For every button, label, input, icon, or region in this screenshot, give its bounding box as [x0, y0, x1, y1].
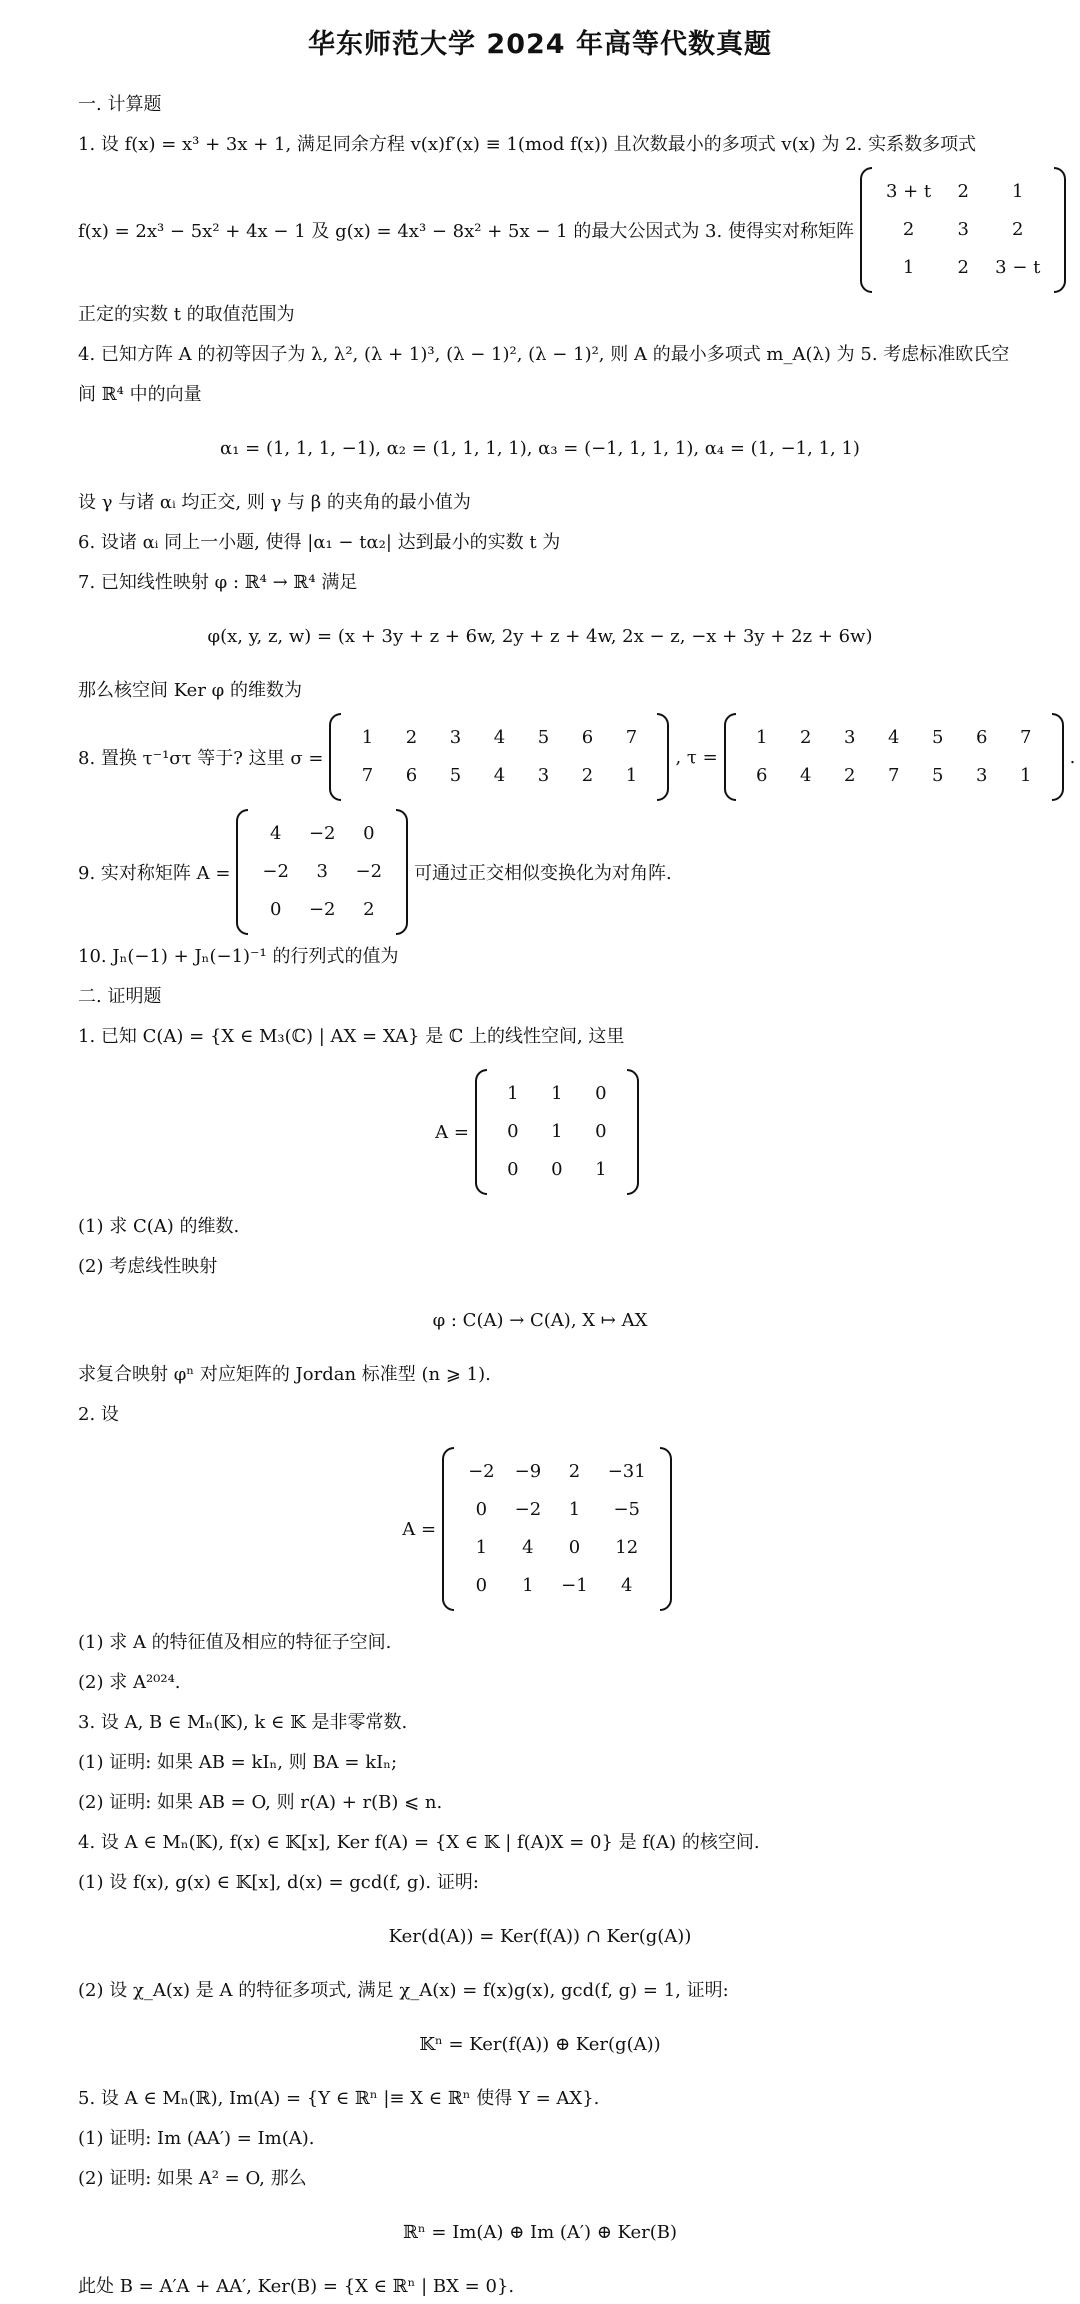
matrix-cell: 1: [625, 765, 638, 786]
question-9-suffix: 可通过正交相似变换化为对角阵.: [414, 863, 672, 884]
matrix-cell: 0: [507, 1121, 519, 1142]
matrix-cell: 5: [449, 765, 462, 786]
matrix-cell: 1: [568, 1499, 581, 1520]
matrix-p1-table: [491, 1075, 623, 1189]
matrix-cell: −2: [262, 861, 289, 882]
proof-3-part-2: (2) 证明: 如果 AB = O, 则 r(A) + r(B) ⩽ n.: [78, 1792, 443, 1813]
equation-proof-5-direct-sum: ℝⁿ = Im(A) ⊕ Im (A′) ⊕ Ker(B): [402, 2222, 678, 2243]
question-3-tail: 正定的实数 t 的取值范围为: [78, 304, 295, 325]
matrix-cell: 1: [361, 727, 374, 748]
question-2-text: f(x) = 2x³ − 5x² + 4x − 1 及 g(x) = 4x³ − 8x² + 5x − 1 的最大公因式为 3. 使得实对称矩阵: [78, 221, 854, 242]
left-paren: [724, 713, 736, 801]
matrix-sigma-table: [345, 719, 653, 795]
matrix-cell: 2: [405, 727, 418, 748]
matrix-cell: 0: [568, 1537, 581, 1558]
matrix-cell: 1: [522, 1575, 534, 1596]
matrix-cell: 5: [931, 727, 944, 748]
matrix-cell: 4: [799, 765, 812, 786]
matrix-cell: −2: [308, 823, 336, 844]
question-9-prefix: 9. 实对称矩阵 A =: [78, 863, 231, 884]
proof-4-part-1: (1) 设 f(x), g(x) ∈ 𝕂[x], d(x) = gcd(f, g). 证明:: [78, 1872, 479, 1893]
proof-1-part-1: (1) 求 C(A) 的维数.: [78, 1216, 240, 1237]
question-6-text: 6. 设诸 αᵢ 同上一小题, 使得 |α₁ − tα₂| 达到最小的实数 t 为: [78, 532, 561, 553]
proof-4-part-2: (2) 设 χ_A(x) 是 A 的特征多项式, 满足 χ_A(x) = f(x)g(x), gcd(f, g) = 1, 证明:: [78, 1980, 729, 2001]
section-heading-computation: 一. 计算题: [78, 94, 162, 115]
matrix-cell: 1: [595, 1159, 607, 1180]
matrix-p1: [475, 1069, 639, 1195]
question-9-row: [78, 809, 1002, 935]
left-paren: [860, 167, 872, 293]
matrix-cell: −2: [308, 899, 336, 920]
equation-linear-map: φ(x, y, z, w) = (x + 3y + z + 6w, 2y + z + 4w, 2x − z, −x + 3y + 2z + 6w): [207, 626, 873, 647]
matrix-cell: 1: [551, 1083, 563, 1104]
matrix-cell: 2: [581, 765, 594, 786]
matrix-cell: 7: [361, 765, 374, 786]
matrix-cell: −2: [355, 861, 383, 882]
equation-alpha-vectors: α₁ = (1, 1, 1, −1), α₂ = (1, 1, 1, 1), α₃ = (−1, 1, 1, 1), α₄ = (1, −1, 1, 1): [220, 438, 860, 459]
question-5-tail: 设 γ 与诸 αᵢ 均正交, 则 γ 与 β 的夹角的最小值为: [78, 492, 471, 513]
matrix-cell: 3: [316, 861, 328, 882]
matrix-cell: 1: [1019, 765, 1032, 786]
matrix-cell: −2: [468, 1461, 495, 1482]
proof-1-part-2: (2) 考虑线性映射: [78, 1256, 218, 1277]
matrix-cell: −5: [613, 1499, 640, 1520]
matrix-cell: 2: [568, 1461, 581, 1482]
matrix-cell: 1: [1012, 181, 1024, 202]
matrix-cell: 0: [507, 1159, 519, 1180]
matrix-cell: 3: [537, 765, 550, 786]
proof-2-part-2: (2) 求 A²⁰²⁴.: [78, 1672, 181, 1693]
proof-2-part-1: (1) 求 A 的特征值及相应的特征子空间.: [78, 1632, 392, 1653]
matrix-cell: 7: [887, 765, 900, 786]
proof-2-matrix-label: A =: [402, 1518, 437, 1540]
matrix-cell: 3 − t: [995, 257, 1041, 278]
matrix-cell: 3: [957, 219, 969, 240]
question-8-mid: , τ =: [675, 746, 718, 768]
matrix-cell: 4: [620, 1575, 633, 1596]
proof-2-matrix-row: [78, 1447, 1002, 1611]
matrix-cell: 12: [615, 1537, 639, 1558]
right-paren: [396, 809, 408, 935]
proof-1-text: 1. 已知 C(A) = {X ∈ M₃(ℂ) | AX = XA} 是 ℂ 上的线性空间, 这里: [78, 1026, 625, 1047]
matrix-cell: 2: [902, 219, 915, 240]
matrix-cell: 6: [581, 727, 594, 748]
question-8-prefix: 8. 置换 τ⁻¹στ 等于? 这里 σ =: [78, 748, 324, 769]
right-paren: [1052, 713, 1064, 801]
matrix-cell: 4: [887, 727, 900, 748]
left-paren: [236, 809, 248, 935]
matrix-p2: [442, 1447, 672, 1611]
matrix-cell: 3: [975, 765, 988, 786]
matrix-q3-table: [876, 173, 1050, 287]
proof-3-text: 3. 设 A, B ∈ Mₙ(𝕂), k ∈ 𝕂 是非零常数.: [78, 1712, 408, 1733]
matrix-cell: 7: [1019, 727, 1032, 748]
proof-3-part-1: (1) 证明: 如果 AB = kIₙ, 则 BA = kIₙ;: [78, 1752, 398, 1773]
question-4-text: 4. 已知方阵 A 的初等因子为 λ, λ², (λ + 1)³, (λ − 1)², (λ − 1)², 则 A 的最小多项式 m_A(λ) 为 5. 考虑标准欧氏空: [78, 344, 1010, 365]
matrix-cell: 6: [755, 765, 768, 786]
matrix-cell: 0: [363, 823, 375, 844]
matrix-tau: [724, 713, 1064, 801]
left-paren: [442, 1447, 454, 1611]
matrix-q3: [860, 167, 1066, 293]
right-paren: [660, 1447, 672, 1611]
matrix-cell: 0: [595, 1083, 607, 1104]
matrix-cell: 2: [1012, 219, 1024, 240]
matrix-cell: 3 + t: [885, 181, 932, 202]
matrix-cell: 0: [475, 1575, 488, 1596]
matrix-cell: 2: [957, 257, 969, 278]
matrix-cell: 3: [843, 727, 856, 748]
matrix-cell: 4: [493, 765, 506, 786]
matrix-cell: 2: [957, 181, 969, 202]
matrix-cell: 5: [931, 765, 944, 786]
question-1-text: 1. 设 f(x) = x³ + 3x + 1, 满足同余方程 v(x)f′(x) ≡ 1(mod f(x)) 且次数最小的多项式 v(x) 为 2. 实系数多项式: [78, 134, 977, 155]
matrix-cell: 2: [363, 899, 375, 920]
proof-1-matrix-row: [78, 1069, 1002, 1195]
equation-proof-1-map: φ : C(A) → C(A), X ↦ AX: [432, 1310, 648, 1331]
matrix-cell: 3: [449, 727, 462, 748]
matrix-p2-table: [458, 1453, 656, 1605]
matrix-q9: [236, 809, 408, 935]
proof-5-part-1: (1) 证明: Im (AA′) = Im(A).: [78, 2128, 315, 2149]
matrix-cell: 2: [799, 727, 812, 748]
equation-proof-4-direct-sum: 𝕂ⁿ = Ker(f(A)) ⊕ Ker(g(A)): [419, 2034, 661, 2055]
proof-4-text: 4. 设 A ∈ Mₙ(𝕂), f(x) ∈ 𝕂[x], Ker f(A) = {X ∈ 𝕂 | f(A)X = 0} 是 f(A) 的核空间.: [78, 1832, 760, 1853]
left-paren: [475, 1069, 487, 1195]
matrix-cell: 6: [405, 765, 418, 786]
matrix-cell: −1: [561, 1575, 588, 1596]
matrix-sigma: [329, 713, 669, 801]
matrix-cell: −9: [514, 1461, 542, 1482]
matrix-cell: 0: [551, 1159, 563, 1180]
proof-5-part-2: (2) 证明: 如果 A² = O, 那么: [78, 2168, 307, 2189]
question-2-row: [78, 167, 1041, 293]
matrix-cell: 4: [269, 823, 282, 844]
question-10-text: 10. Jₙ(−1) + Jₙ(−1)⁻¹ 的行列式的值为: [78, 946, 399, 967]
question-7-text: 7. 已知线性映射 φ : ℝ⁴ → ℝ⁴ 满足: [78, 572, 358, 593]
matrix-cell: 1: [902, 257, 915, 278]
right-paren: [627, 1069, 639, 1195]
matrix-tau-table: [740, 719, 1048, 795]
matrix-cell: 2: [843, 765, 856, 786]
matrix-cell: −2: [514, 1499, 542, 1520]
matrix-cell: 0: [475, 1499, 488, 1520]
matrix-cell: 4: [522, 1537, 534, 1558]
matrix-cell: 1: [475, 1537, 488, 1558]
matrix-cell: 0: [595, 1121, 607, 1142]
equation-proof-4-ker: Ker(d(A)) = Ker(f(A)) ∩ Ker(g(A)): [388, 1926, 692, 1947]
proof-1-tail: 求复合映射 φⁿ 对应矩阵的 Jordan 标准型 (n ⩾ 1).: [78, 1364, 491, 1385]
matrix-cell: 4: [493, 727, 506, 748]
question-4-continued: 间 ℝ⁴ 中的向量: [78, 384, 202, 405]
question-8-row: [78, 713, 1076, 801]
question-7-tail: 那么核空间 Ker φ 的维数为: [78, 680, 302, 701]
question-8-end: .: [1069, 746, 1076, 768]
proof-1-matrix-label: A =: [435, 1121, 469, 1143]
matrix-q9-table: [252, 815, 392, 929]
matrix-cell: 1: [755, 727, 768, 748]
matrix-cell: 1: [551, 1121, 563, 1142]
matrix-cell: 0: [269, 899, 282, 920]
left-paren: [329, 713, 341, 801]
section-heading-proofs: 二. 证明题: [78, 986, 162, 1007]
matrix-cell: 1: [507, 1083, 519, 1104]
page-title: 华东师范大学 2024 年高等代数真题: [308, 29, 772, 60]
right-paren: [657, 713, 669, 801]
matrix-cell: 5: [537, 727, 550, 748]
matrix-cell: 7: [625, 727, 638, 748]
matrix-cell: −31: [607, 1461, 646, 1482]
proof-5-tail: 此处 B = A′A + AA′, Ker(B) = {X ∈ ℝⁿ | BX = 0}.: [78, 2276, 515, 2297]
proof-5-text: 5. 设 A ∈ Mₙ(ℝ), Im(A) = {Y ∈ ℝⁿ |≡ X ∈ ℝⁿ 使得 Y = AX}.: [78, 2088, 600, 2109]
right-paren: [1054, 167, 1066, 293]
proof-2-text: 2. 设: [78, 1404, 119, 1425]
matrix-cell: 6: [975, 727, 988, 748]
